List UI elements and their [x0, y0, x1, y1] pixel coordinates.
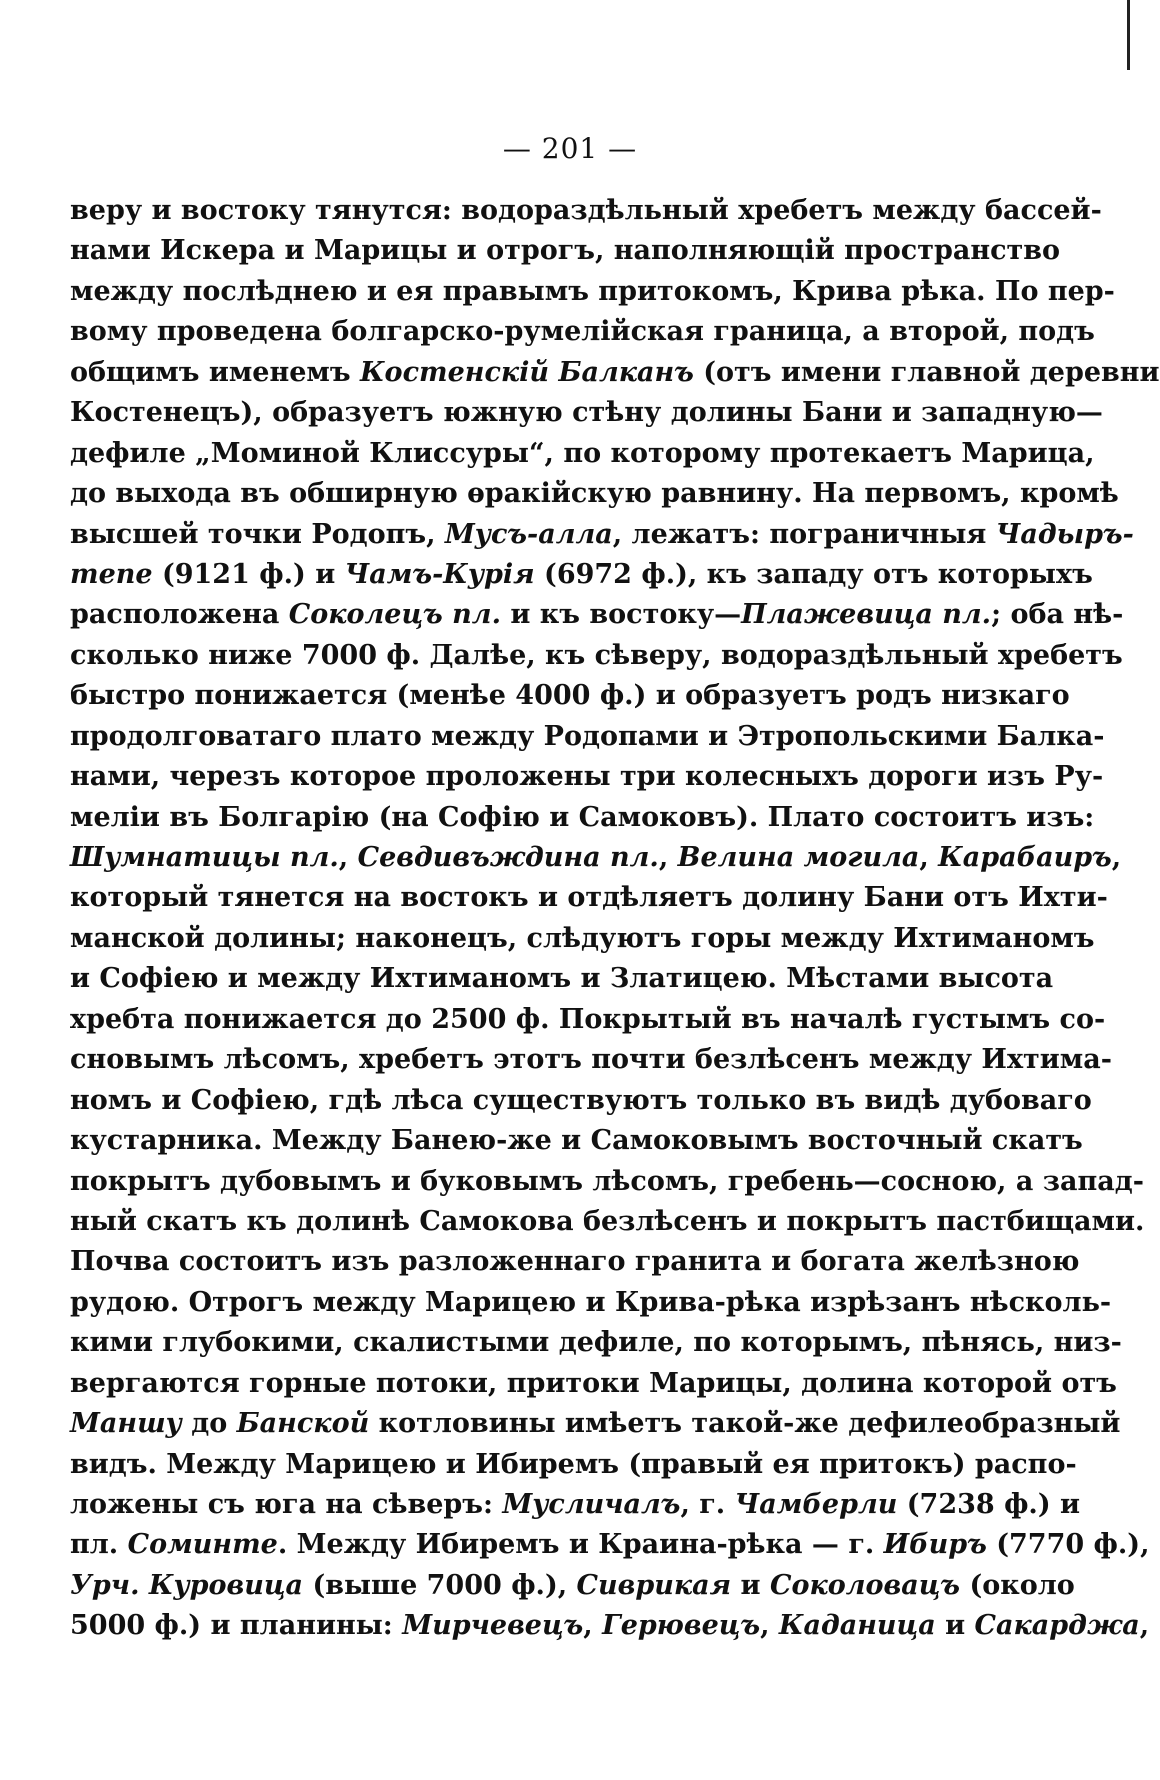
text-line: кустарника. Между Банею-же и Самоковымъ восточный скатъ — [70, 1125, 1083, 1157]
page-number: — 201 — — [502, 132, 638, 165]
text-line: вому проведена болгарско-румелійская граница, а второй, подъ — [70, 316, 1095, 348]
text-line: номъ и Софіею, гдѣ лѣса существуютъ только въ видѣ дубоваго — [70, 1084, 1092, 1116]
text-line: быстро понижается (менѣе 4000 ф.) и образуетъ родъ низкаго — [70, 680, 1070, 712]
text-line: высшей точки Родопъ, Мусъ-алла, лежатъ: пограничныя Чадыръ- — [70, 518, 1134, 550]
text-line: нами Искера и Марицы и отрогъ, наполняющій пространство — [70, 235, 1061, 267]
text-line: который тянется на востокъ и отдѣляетъ долину Бани отъ Ихти- — [70, 882, 1108, 914]
text-line: расположена Соколецъ пл. и къ востоку—Плажевица пл.; оба нѣ- — [70, 599, 1124, 631]
text-line: сколько ниже 7000 ф. Далѣе, къ сѣверу, водораздѣльный хребетъ — [70, 639, 1123, 671]
text-line: кими глубокими, скалистыми дефиле, по которымъ, пѣнясь, низ- — [70, 1327, 1122, 1359]
text-line: покрытъ дубовымъ и буковымъ лѣсомъ, гребень—сосною, а запад- — [70, 1165, 1144, 1197]
text-line: сновымъ лѣсомъ, хребетъ этотъ почти безлѣсенъ между Ихтима- — [70, 1044, 1112, 1076]
text-line: 5000 ф.) и планины: Мирчевецъ, Герювецъ, Каданица и Сакарджа, — [70, 1610, 1150, 1642]
text-line: ложены съ юга на сѣверъ: Мусличалъ, г. Чамберли (7238 ф.) и — [70, 1489, 1081, 1520]
body-text — [70, 191, 1160, 1647]
text-line: видъ. Между Марицею и Ибиремъ (правый ея притокъ) распо- — [70, 1448, 1077, 1480]
text-line: хребта понижается до 2500 ф. Покрытый въ началѣ густымъ со- — [70, 1003, 1106, 1035]
text-line: манской долины; наконецъ, слѣдуютъ горы между Ихтиманомъ — [70, 922, 1095, 954]
text-line: меліи въ Болгарію (на Софію и Самоковъ). Плато состоитъ изъ: — [70, 801, 1095, 833]
text-line: дефиле „Моминой Клиссуры“, по которому протекаетъ Марица, — [70, 437, 1095, 469]
text-line: Маншу до Банской котловины имѣетъ такой-же дефилеобразный — [70, 1408, 1121, 1440]
text-line: Шумнатицы пл., Севдивъждина пл., Велина могила, Карабаиръ, — [70, 842, 1122, 873]
text-line: пл. Соминте. Между Ибиремъ и Краина-рѣка — г. Ибиръ (7770 ф.), — [70, 1529, 1150, 1561]
text-line: нами, черезъ которое проложены три колесныхъ дороги изъ Ру- — [70, 761, 1104, 793]
text-line: Костенецъ), образуетъ южную стѣну долины Бани и западную— — [70, 397, 1103, 429]
text-line: Почва состоитъ изъ разложеннаго гранита и богата желѣзною — [70, 1246, 1080, 1278]
text-line: продолговатаго плато между Родопами и Этропольскими Балка- — [70, 720, 1105, 752]
text-line: веру и востоку тянутся: водораздѣльный хребетъ между бассей- — [70, 195, 1102, 226]
text-line: вергаются горные потоки, притоки Марицы, долина которой отъ — [70, 1367, 1117, 1399]
text-line: рудою. Отрогъ между Марицею и Крива-рѣка изрѣзанъ нѣсколь- — [70, 1286, 1112, 1318]
text-line: между послѣднею и ея правымъ притокомъ, Крива рѣка. По пер- — [70, 275, 1115, 307]
page-edge-mark — [1127, 0, 1130, 70]
text-line: и Софіею и между Ихтиманомъ и Златицею. Мѣстами высота — [70, 963, 1054, 995]
text-line: Урч. Куровица (выше 7000 ф.), Сиврикая и Соколовацъ (около — [70, 1569, 1075, 1601]
text-line: тепе (9121 ф.) и Чамъ-Курія (6972 ф.), къ западу отъ которыхъ — [70, 558, 1093, 590]
text-line: ный скатъ къ долинѣ Самокова безлѣсенъ и покрытъ пастбищами. — [70, 1205, 1145, 1237]
text-line: до выхода въ обширную ѳракійскую равнину. На первомъ, кромѣ — [70, 478, 1119, 510]
text-line: общимъ именемъ Костенскій Балканъ (отъ имени главной деревни — [70, 356, 1160, 388]
